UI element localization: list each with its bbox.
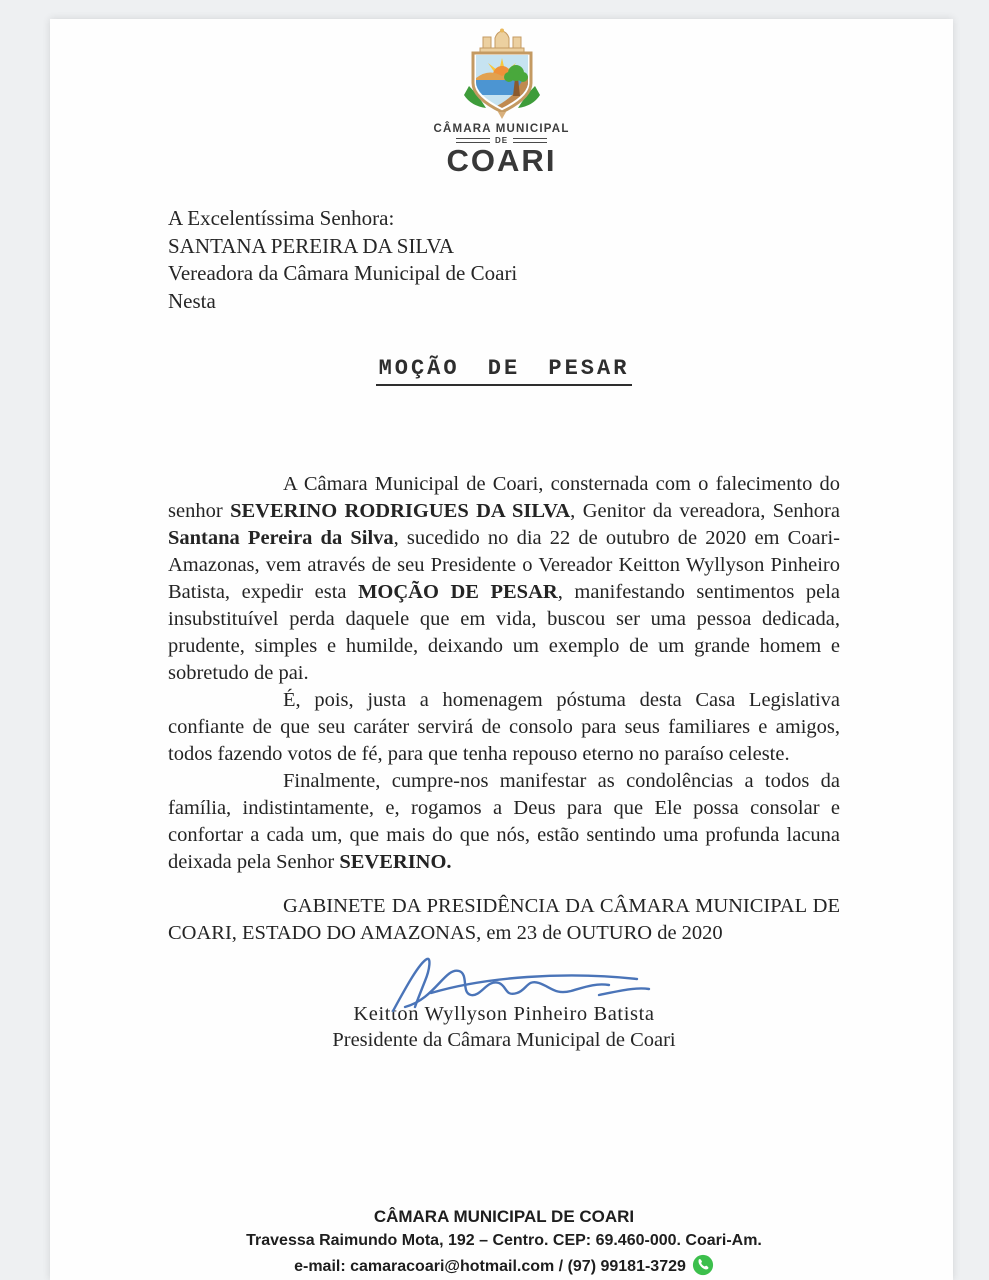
addressee-block [168, 205, 517, 315]
paragraph-1-text: , manifestando sentimentos pela insubstituível perda daquele que em vida, buscou ser uma pessoa dedicada, prudente, simples e humilde, deixando um exemplo de um grande homem e sobretudo de pai. [168, 581, 840, 684]
letterhead-org-de-text: DE [494, 136, 509, 145]
letterhead-org-name: CÂMARA MUNICIPAL [433, 123, 570, 135]
deceased-name-bold: SEVERINO RODRIGUES DA SILVA [230, 500, 571, 522]
letterhead [50, 28, 953, 176]
footer-email-phone: e-mail: camaracoari@hotmail.com / (97) 99181-3729 [294, 1258, 686, 1275]
addressee-role: Vereadora da Câmara Municipal de Coari [168, 261, 518, 285]
footer-contact-line [168, 1254, 840, 1276]
whatsapp-icon [692, 1254, 714, 1276]
letterhead-org-city: COARI [446, 143, 557, 178]
footer-block [168, 1207, 840, 1276]
paragraph-1 [168, 471, 840, 687]
document-title: MOÇÃO DE PESAR [376, 356, 633, 386]
paragraph-1-text: , sucedido no dia 22 de outubro de 2020 em Coari-Amazonas, vem através de seu Presidente o Vereador Keitton Wyllyson Pinheiro Batista, expedir esta [168, 527, 841, 603]
closing-paragraph: GABINETE DA PRESIDÊNCIA DA CÂMARA MUNICIPAL DE COARI, ESTADO DO AMAZONAS, em 23 de OUTURO de 2020 [168, 895, 840, 944]
signature-block [168, 949, 840, 1053]
paragraph-1-text: A Câmara Municipal de Coari, consternada com o falecimento do senhor [168, 473, 840, 522]
signer-role: Presidente da Câmara Municipal de Coari [332, 1029, 676, 1051]
letter-body [168, 471, 840, 947]
footer-address: Travessa Raimundo Mota, 192 – Centro. CEP: 69.460-000. Coari-Am. [246, 1232, 762, 1249]
paragraph-2: É, pois, justa a homenagem póstuma desta Casa Legislativa confiante de que seu caráter servirá de consolo para seus familiares e amigos, todos fazendo votos de fé, para que tenha repouso eterno no paraíso celeste. [168, 689, 840, 765]
document-title-row [168, 356, 840, 381]
letter-page [50, 19, 953, 1280]
motion-name-bold: MOÇÃO DE PESAR [358, 581, 558, 603]
footer-org-name: CÂMARA MUNICIPAL DE COARI [373, 1207, 635, 1226]
addressee-salutation: A Excelentíssima Senhora: [168, 206, 395, 230]
addressee-place: Nesta [168, 288, 216, 313]
councilwoman-name-bold: Santana Pereira da Silva [168, 527, 394, 549]
deceased-first-name-bold: SEVERINO. [339, 851, 452, 873]
paragraph-1-text: , Genitor da vereadora, Senhora [570, 500, 840, 522]
coari-coat-of-arms-icon [457, 28, 547, 120]
paragraph-3-text: Finalmente, cumpre-nos manifestar as condolências a todos da família, indistintamente, e, rogamos a Deus para que Ele possa consolar e confortar a cada um, que mais do que nós, estão sentindo uma profunda lacuna deixada pela Senhor [168, 770, 840, 873]
addressee-name: SANTANA PEREIRA DA SILVA [168, 233, 454, 258]
paragraph-3 [168, 768, 840, 876]
signer-name: Keitton Wyllyson Pinheiro Batista [353, 1003, 655, 1025]
